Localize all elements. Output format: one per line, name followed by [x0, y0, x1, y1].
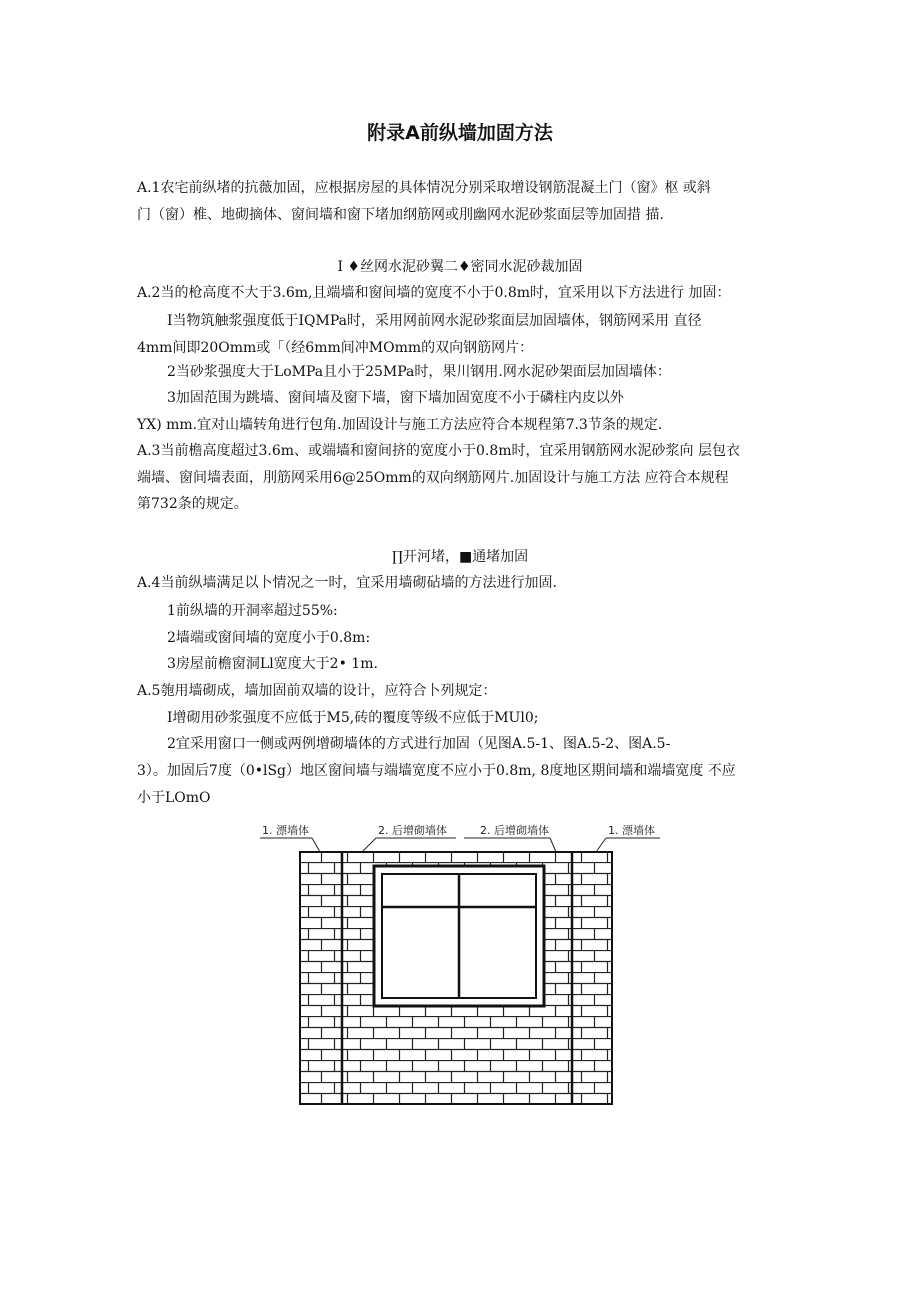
paragraph-a3-line-1: A.3当前檐高度超过3.6m、或端墙和窗间挤的宽度小于0.8m时，宜采用钢筋网水泥砂浆向 层包衣: [137, 443, 740, 459]
leader-line-mid-2-tick: [550, 838, 556, 852]
leader-line-mid-1-tick: [362, 838, 376, 852]
item-a2-1-line-2: 4mm间即20Omm或「（经6mm间冲MOmm的双向钢筋网片：: [137, 340, 534, 356]
page-title: 附录A前纵墙加固方法: [367, 122, 553, 144]
label-added-wall-2: 2. 后增砌墙体: [480, 824, 549, 837]
item-a4-2: 2墙端或窗间墙的宽度小于0.8m:: [167, 630, 371, 646]
paragraph-a4: A.4当前纵墙满足以卜情况之一时，宜采用墙砌砧墙的方法进行加固.: [137, 575, 557, 591]
paragraph-a3-line-3: 第732条的规定。: [137, 496, 248, 512]
item-a5-1: I增砌用砂浆强度不应低于M5,砖的覆度等级不应低于MUl0;: [167, 710, 539, 726]
section-heading-2: ∏开河堵，■通堵加固: [391, 549, 529, 565]
item-a2-2: 2当砂浆强度大于LoMPa且小于25MPa时，果川钢用.网水泥砂架面层加固墙体：: [167, 364, 671, 380]
item-a2-3-line-1: 3加固范围为跳墙、窗间墙及窗下墙，窗下墙加固宽度不小于磷柱内皮以外: [167, 390, 624, 406]
paragraph-a3-line-2: 端墙、窗间墙表面，刖筋网采用6@25Omm的双向纲筋网片.加固设计与施工方法 应符合本规程: [137, 470, 729, 486]
label-added-wall-1: 2. 后增砌墙体: [378, 824, 447, 837]
item-a5-2-line-3: 小于LOmO: [137, 790, 211, 806]
leader-line-left-tick: [312, 838, 320, 852]
section-heading-1: I ♦丝网水泥砂翼二♦密同水泥砂裁加固: [337, 259, 583, 275]
wall-reinforcement-figure: [250, 818, 670, 1108]
paragraph-a5: A.5匏用墙砌成，墙加固前双墙的设计，应符合卜列规定：: [137, 683, 497, 699]
item-a5-2-line-1: 2宜采用窗口一侧或两例增砌墙体的方式进行加固（见图A.5-1、图A.5-2、图A.5-: [167, 736, 671, 752]
item-a4-1: 1前纵墙的开洞率超过55%:: [167, 603, 338, 619]
paragraph-a1-line-1: A.1农宅前纵堵的抗薇加固，应根据房屋的具体情况分别采取增设钢筋混凝土门（窗》枢 或斜: [137, 180, 711, 196]
paragraph-a2-line-1: A.2当的枪高度不大于3.6m,且端墙和窗间墙的宽度不小于0.8m时，宜采用以下方法进行 加固：: [137, 285, 731, 301]
item-a2-1-line-1: I当物筑触浆强度低于IQMPa时，采用网前网水泥砂浆面层加固墙体，钢筋网采用 直径: [167, 313, 702, 329]
label-original-wall-right: 1. 漂墙体: [608, 824, 655, 837]
label-original-wall-left: 1. 漂墙体: [262, 824, 309, 837]
item-a4-3: 3房屋前檐窗洞Ll宽度大于2• 1m.: [167, 656, 378, 672]
leader-line-right-tick: [596, 838, 606, 852]
item-a5-2-line-2: 3）。加固后7度（0•lSg）地区窗间墙与端墙宽度不应小于0.8m, 8度地区期间墙和端墙宽度 不应: [137, 763, 736, 779]
item-a2-3-line-2: YX) mm.宜对山墙转角进行包角.加固设计与施工方法应符合本规程第7.3节条的规定.: [137, 417, 663, 433]
paragraph-a1-line-2: 门（窗）椎、地砌摘体、窗间墙和窗下堵加纲筋网或刖幽网水泥砂浆面层等加固措 描.: [137, 207, 664, 223]
